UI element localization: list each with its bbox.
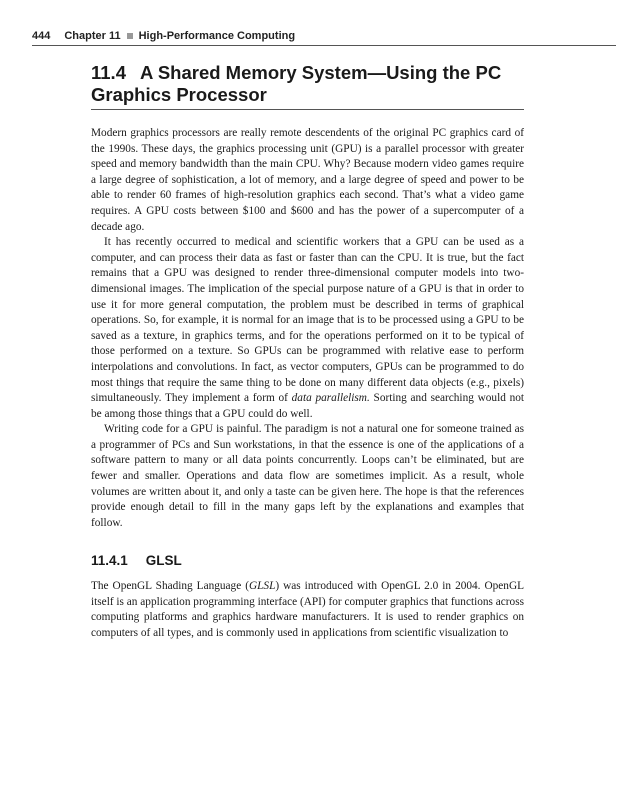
running-head	[32, 30, 616, 46]
subsection-title: GLSL	[145, 553, 182, 569]
subsection-number: 11.4.1	[91, 553, 128, 569]
glsl-paragraph-before: The OpenGL Shading Language (	[91, 580, 249, 593]
paragraph-2-italic-term: data parallelism.	[291, 392, 370, 405]
glsl-paragraph	[91, 579, 524, 641]
section-heading	[91, 62, 524, 110]
body-text	[91, 126, 524, 641]
glsl-paragraph-italic: GLSL	[248, 580, 276, 593]
paragraph-2	[91, 235, 524, 422]
page-number: 444	[32, 30, 51, 42]
glsl-paragraph-after: ) was introduced with OpenGL 2.0 in 2004. OpenGL itself is an application programming interface (API) for computer graphics that functions across computing platforms and graphics hardware manufacturers. It is used to render graphics on computers of all types, and is commonly used in applications from scientific visualization to	[91, 580, 525, 639]
subsection-heading	[91, 553, 524, 569]
paragraph-2-tail: Sorting and searching would not be among those things that a GPU could do well.	[91, 392, 525, 420]
paragraph-2-text: It has recently occurred to medical and scientific workers that a GPU can be used as a computer, and can process their data as fast or faster than can the CPU. It is true, but the fact remains that a GPU was designed to render three-dimensional computer models into two-dimensional images. The implication of the special purpose nature of a GPU is that in order to use it for more general computation, the problem must be described in terms of graphical operations. So, for example, it is normal for an image that is to be processed using a GPU to be saved as a texture, in graphics terms, and for the operations performed on it to be typical of those performed on a texture. So GPUs can be programmed with relative ease to perform interpolations and convolutions. In fact, as vector computers, GPUs can be programmed to do most things that require the same thing to be done on many different data objects (e.g., pixels) simultaneously. They implement a form of	[91, 236, 524, 405]
section-title: A Shared Memory System—Using the PC Graphics Processor	[91, 62, 502, 105]
paragraph-3: Writing code for a GPU is painful. The paradigm is not a natural one for someone trained as a programmer of PCs and Sun workstations, in that the essence is one of the applications of a software pattern to many or all data points concurrently. Loops can’t be eliminated, but are fewer and smaller. Operations and data flow are sometimes implicit. As a result, whole volumes are written about it, and only a taste can be given here. The hope is that the references provide enough detail to fill in the many gaps left by the explanations and examples that follow.	[91, 423, 524, 529]
page-content	[91, 62, 524, 641]
chapter-title: High-Performance Computing	[138, 30, 296, 42]
chapter-label: Chapter 11	[64, 30, 121, 42]
separator-square-icon	[127, 33, 133, 39]
paragraph-1: Modern graphics processors are really remote descendents of the original PC graphics card of the 1990s. These days, the graphics processing unit (GPU) is a parallel processor with greater speed and memory bandwidth than the main CPU. Why? Because modern video games require a large degree of sophistication, a lot of memory, and a large degree of speed and power to be able to render 60 frames of high-resolution graphics each second. That’s what a video game requires. A GPU costs between $100 and $600 and has the power of a supercomputer of a decade ago.	[91, 127, 524, 233]
section-number: 11.4	[91, 62, 126, 83]
